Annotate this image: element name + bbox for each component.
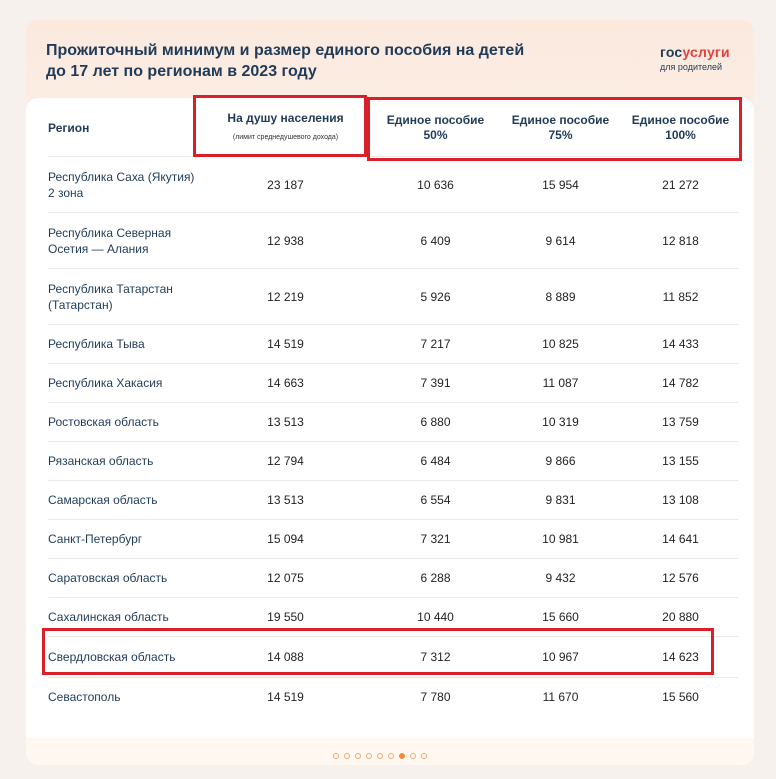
benefit-50-cell: 6 880 — [373, 403, 498, 442]
col-per-capita-label: На душу населения — [227, 111, 344, 125]
benefit-75-cell: 11 087 — [498, 364, 623, 403]
benefit-100-cell: 13 759 — [623, 403, 738, 442]
logo-accent: услуги — [682, 44, 730, 60]
pagination-dot[interactable] — [355, 753, 361, 759]
region-cell: Самарская область — [48, 481, 198, 520]
logo-wordmark — [660, 44, 730, 60]
benefit-100-cell: 20 880 — [623, 598, 738, 637]
region-cell: Свердловская область — [48, 637, 198, 678]
table-row — [48, 325, 738, 364]
benefit-75-cell: 10 981 — [498, 520, 623, 559]
highlight-box-per-capita — [193, 95, 367, 157]
pagination-dot[interactable] — [333, 753, 339, 759]
per-capita-cell: 14 088 — [198, 637, 373, 678]
benefit-75-cell: 9 866 — [498, 442, 623, 481]
benefit-50-cell: 7 780 — [373, 678, 498, 717]
benefit-75-cell: 15 660 — [498, 598, 623, 637]
col-benefit-50-line1: Единое пособие — [386, 113, 485, 127]
pagination-dot[interactable] — [344, 753, 350, 759]
benefit-75-cell: 8 889 — [498, 269, 623, 325]
benefit-100-cell: 12 576 — [623, 559, 738, 598]
region-line2: 2 зона — [48, 185, 84, 200]
benefit-50-cell: 10 440 — [373, 598, 498, 637]
region-line2: (Татарстан) — [48, 297, 113, 312]
benefit-50-cell: 6 409 — [373, 213, 498, 269]
pagination-dots — [333, 753, 427, 761]
subsistence-table — [48, 100, 738, 716]
pagination-dot[interactable] — [366, 753, 372, 759]
region-cell: Республика Тыва — [48, 325, 198, 364]
table-row — [48, 269, 738, 325]
table-row — [48, 403, 738, 442]
table-row — [48, 678, 738, 717]
title-line-1: Прожиточный минимум и размер единого пособия на детей — [46, 42, 525, 59]
benefit-100-cell: 15 560 — [623, 678, 738, 717]
table-row — [48, 157, 738, 213]
per-capita-cell: 14 519 — [198, 325, 373, 364]
benefit-50-cell: 7 217 — [373, 325, 498, 364]
benefit-50-cell: 7 391 — [373, 364, 498, 403]
region-cell — [48, 213, 198, 269]
region-cell: Республика Хакасия — [48, 364, 198, 403]
benefit-100-cell: 21 272 — [623, 157, 738, 213]
logo-subtitle: для родителей — [660, 62, 722, 72]
table-row — [48, 442, 738, 481]
table-row — [48, 213, 738, 269]
col-benefit-75-line2: 75% — [548, 128, 573, 142]
per-capita-cell: 13 513 — [198, 403, 373, 442]
page-title — [46, 40, 546, 82]
per-capita-cell: 12 219 — [198, 269, 373, 325]
per-capita-cell: 14 663 — [198, 364, 373, 403]
benefit-100-cell: 14 433 — [623, 325, 738, 364]
benefit-75-cell: 10 967 — [498, 637, 623, 678]
benefit-50-cell: 6 288 — [373, 559, 498, 598]
region-cell: Ростовская область — [48, 403, 198, 442]
per-capita-cell: 23 187 — [198, 157, 373, 213]
highlight-box-benefits — [367, 97, 742, 161]
region-cell — [48, 269, 198, 325]
benefit-75-cell: 10 319 — [498, 403, 623, 442]
col-per-capita-note: (лимит среднедушевого дохода) — [232, 134, 339, 141]
per-capita-cell: 13 513 — [198, 481, 373, 520]
benefit-50-cell: 6 554 — [373, 481, 498, 520]
logo-prefix: гос — [660, 44, 683, 60]
region-line1: Республика Татарстан — [48, 281, 173, 296]
region-line1: Республика Северная — [48, 225, 172, 240]
table-row — [48, 364, 738, 403]
per-capita-cell: 12 075 — [198, 559, 373, 598]
col-benefit-75-line1: Единое пособие — [511, 113, 610, 127]
col-region: Регион — [48, 120, 90, 135]
benefit-50-cell: 10 636 — [373, 157, 498, 213]
benefit-100-cell: 14 641 — [623, 520, 738, 559]
benefit-100-cell: 14 782 — [623, 364, 738, 403]
table-row — [48, 520, 738, 559]
benefit-100-cell: 13 108 — [623, 481, 738, 520]
benefit-75-cell: 9 432 — [498, 559, 623, 598]
benefit-100-cell: 13 155 — [623, 442, 738, 481]
highlight-box-sverdlovsk — [42, 628, 714, 675]
region-cell: Саратовская область — [48, 559, 198, 598]
pagination-dot[interactable] — [388, 753, 394, 759]
per-capita-cell: 14 519 — [198, 678, 373, 717]
benefit-100-cell: 14 623 — [623, 637, 738, 678]
per-capita-cell: 12 794 — [198, 442, 373, 481]
benefit-50-cell: 7 312 — [373, 637, 498, 678]
gosuslugi-logo — [660, 44, 730, 72]
region-line2: Осетия — Алания — [48, 241, 149, 256]
pagination-dot[interactable] — [421, 753, 427, 759]
col-benefit-50-line2: 50% — [423, 128, 448, 142]
benefit-75-cell: 9 831 — [498, 481, 623, 520]
benefit-75-cell: 11 670 — [498, 678, 623, 717]
region-cell: Севастополь — [48, 678, 198, 717]
benefit-50-cell: 5 926 — [373, 269, 498, 325]
benefit-100-cell: 12 818 — [623, 213, 738, 269]
region-cell — [48, 157, 198, 213]
region-cell: Сахалинская область — [48, 598, 198, 637]
col-benefit-100-line1: Единое пособие — [631, 113, 730, 127]
benefit-100-cell: 11 852 — [623, 269, 738, 325]
benefit-50-cell: 6 484 — [373, 442, 498, 481]
per-capita-cell: 12 938 — [198, 213, 373, 269]
benefit-75-cell: 15 954 — [498, 157, 623, 213]
pagination-dot[interactable] — [377, 753, 383, 759]
per-capita-cell: 15 094 — [198, 520, 373, 559]
region-cell: Санкт-Петербург — [48, 520, 198, 559]
benefit-75-cell: 9 614 — [498, 213, 623, 269]
pagination-dot[interactable] — [410, 753, 416, 759]
per-capita-cell: 19 550 — [198, 598, 373, 637]
region-cell: Рязанская область — [48, 442, 198, 481]
table-row — [48, 481, 738, 520]
benefit-50-cell: 7 321 — [373, 520, 498, 559]
benefit-75-cell: 10 825 — [498, 325, 623, 364]
table-row — [48, 559, 738, 598]
region-line1: Республика Саха (Якутия) — [48, 169, 195, 184]
col-benefit-100-line2: 100% — [665, 128, 696, 142]
title-line-2: до 17 лет по регионам в 2023 году — [46, 63, 317, 80]
pagination-dot[interactable] — [399, 753, 405, 759]
